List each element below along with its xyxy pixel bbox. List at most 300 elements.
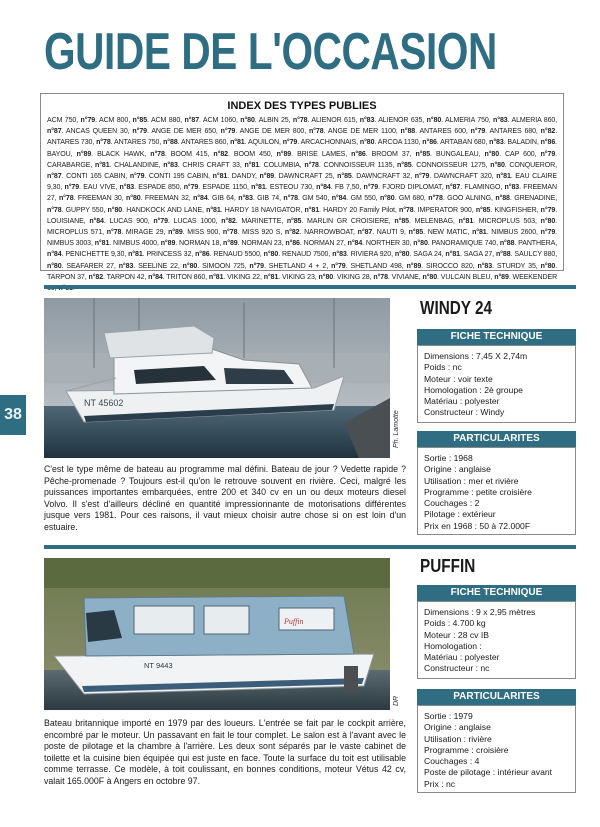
index-entry-name: COLUMBIA, — [263, 161, 305, 169]
index-entry-issue: n°85 — [408, 229, 424, 237]
index-entry-issue: n°79 — [540, 229, 556, 237]
index-entry-name: NAUTI 9, — [376, 229, 409, 237]
index-entry — [113, 240, 175, 247]
index-entry — [47, 151, 91, 158]
index-entry-issue: n°83 — [238, 195, 253, 203]
index-entry-issue: n°83 — [477, 262, 493, 270]
index-entry-name: VULCAIN BLEU, — [440, 273, 495, 281]
index-entry-name: LUCAS 900, — [109, 217, 154, 225]
index-entry-issue: n°79 — [220, 128, 236, 136]
windy-24-fiche-line: Matériau : polyester — [424, 396, 500, 407]
index-entry — [479, 218, 555, 225]
index-entry — [351, 195, 395, 202]
index-entry-name: MICROPLUS 571, — [47, 229, 107, 237]
index-list: ACM 750, n°79. ACM 800, n°85. ACM 880, n°87. ACM 1060, n°80. ALBIN 25, n°78. ALIENOR 615, n°83. ALIENOR 635, n°80. ALMERIA 750, n°83. ALMERIA 860, n°87. ANCAS QUEEN 30, n°79. ANGE DE MER 650, n°79. ANGE DE MER 800, n°78. ANGE DE MER 1100, n°88. ANTARES 600, n°79. ANTARES 680, n°82. ANTARES 730, n°78. ANTARES 750, n°88. ANTARES 860, n°81. AQUILON, n°79. ARCACHONNAIS, n°80. ARCOA 1130, n°86. ARTABAN 680, n°83. BALADIN, n°86. BAYOU, n°89. BLACK HAWK, n°78. BOOM 415, n°82. BOOM 450, n°89. BRISE LAMES, n°86. BROOM 37, n°85. BUNGALEAU, n°80. CAP 600, n°79. CARABARGE, n°81. CHALANDINE, n°83. CHRIS CRAFT 33, n°81. COLUMBIA, n°78. CONNOISSEUR 1135, n°85. CONNOISSEUR 1275, n°80. CONQUEROR, n°87. CONTI 165 CABIN, n°79. CONTI 195 CABIN, n°81. DANDY, n°89. DAWNCRAFT 25, n°85. DAWNCRAFT 32, n°79. DAWNCRAFT 320, n°81. EAU CLAIRE 9,30, n°79. EAU VIVE, n°83. ESPADE 850, n°79. ESPADE 1150, n°81. ESTEOU 730, n°84. FB 7,50, n°79. FJORD DIPLOMAT, n°87. FLAMINGO, n°83. FREEMAN 27, n°78. FREEMAN 30, n°80. FREEMAN 32, n°84. GIB 64, n°83. GIB 74, n°78. GM 540, n°84. GM 550, n°80. GM 680, n°78. GOO ALNING, n°88. GRENADINE, n°78. GUPPY 550, n°80. HANDKOCK AND LANE, n°81. HARDY 18 NAVIGATOR, n°81. HARDY 20 Family Pilot, n°78. IMPERATOR 900, n°85. KINGFISHER, n°79. LOUISIANE, n°84. LUCAS 900, n°79. LUCAS 1000, n°82. MARINETTE, n°85. MARLIN GR CROISIERE, n°85. MELENBAG, n°81. MICROPLUS 503, n°80. MICROPLUS 571, n°78. MIRAGE 29, n°89. MISS 900, n°78. MISS 920 S, n°82. NARROWBOAT, n°87. NAUTI 9, n°85. NEW MATIC, n°81. NIMBUS 2600, n°79. NIMBUS 3003, n°81. NIMBUS 4000, n°89. NORMAN 18, n°89. NORMAN 23, n°86. NORMAN 27, n°84. NORTHER 30, n°80. PANORAMIQUE 740, n°88. PANTHERA, n°84. PENICHETTE 9,30, n°81. PRINCESS 32, n°86. RENAUD 5500, n°80. RENAUD 7500, n°83. RIVIERA 920, n°80. SAGA 24, n°81. SAGA 27, n°88. SAULCY 880, n°80. SEAFARER 27, n°83. SEELINE 22, n°80. SIMOON 725, n°79. SHETLAND 4 + 2, n°79. SHETLAND 498, n°89. SIROCCO 820, n°83. STURDY 35, n°80. TARPON 37, n°82. TARPON 42, n°84. TRITON 860, n°81. VIKING 22, n°81. VIKING 23, n°80. VIKING 28, n°78. VIVIANE, n°80. VULCAIN BLEU, n°89. WEEKENDER — [47, 115, 557, 294]
index-entry — [494, 207, 555, 214]
index-entry-name: NORMAN 18, — [179, 240, 224, 248]
index-entry — [47, 218, 104, 225]
index-entry-name: BALADIN, — [507, 139, 541, 147]
index-entry-name: EAU CLAIRE 9,30, — [47, 173, 557, 192]
index-entry-name: CONNOISSEUR 1135, — [323, 161, 398, 169]
index-entry-name: FREEMAN 27, — [47, 184, 558, 203]
windy-24-fiche-line: Moteur : voir texte — [424, 373, 493, 384]
index-entry — [505, 151, 555, 158]
index-entry-name: IMPERATOR 900, — [417, 206, 476, 214]
index-entry-issue: n°80 — [540, 217, 556, 225]
index-entry-name: ANTARES 600, — [419, 128, 471, 136]
index-entry — [428, 229, 487, 236]
index-entry-name: GM 550, — [350, 195, 380, 203]
index-entry-name: ANCAS QUEEN 30, — [65, 128, 133, 136]
index-entry-issue: n°80 — [359, 139, 375, 147]
index-entry-name: PANORAMIQUE 740, — [431, 240, 500, 248]
index-entry-issue: n°89 — [160, 240, 176, 248]
index-entry — [145, 195, 208, 202]
index-entry-name: BROOM 37, — [371, 150, 416, 158]
index-entry-issue: n°82 — [221, 217, 236, 225]
index-entry-issue: n°80 — [413, 240, 428, 248]
index-entry-name: RENAUD 5500, — [213, 251, 264, 259]
index-entry-issue: n°88 — [163, 139, 178, 147]
index-entry — [126, 207, 220, 214]
index-entry-issue: n°88 — [499, 240, 515, 248]
index-entry-issue: n°81 — [445, 251, 460, 259]
puffin-part-line: Couchages : 4 — [424, 756, 480, 767]
index-entry-name: RENAUD 7500, — [282, 251, 333, 259]
index-entry — [304, 229, 372, 236]
windy-24-photo — [44, 298, 390, 458]
puffin-particularites-box — [417, 705, 576, 793]
index-entry — [301, 139, 375, 146]
index-entry-issue: n°80 — [394, 251, 410, 259]
index-entry-name: BAYOU, — [47, 150, 77, 158]
index-entry — [114, 139, 178, 146]
index-entry-name: CONNOISSEUR 1275, — [416, 161, 491, 169]
index-entry-issue: n°79 — [414, 173, 430, 181]
index-entry-issue: n°84 — [193, 195, 208, 203]
index-entry-issue: n°82 — [540, 128, 556, 136]
index-entry — [413, 251, 460, 258]
index-entry-issue: n°89 — [494, 273, 509, 281]
puffin-photo-credit: DR — [393, 695, 400, 706]
index-entry-issue: n°83 — [359, 117, 375, 124]
index-entry-issue: n°87 — [47, 173, 62, 181]
index-entry-name: VIVIANE, — [391, 273, 423, 281]
index-entry-issue: n°81 — [263, 273, 279, 281]
index-entry-issue: n°83 — [489, 139, 504, 147]
index-entry — [202, 184, 265, 191]
index-entry-issue: n°78 — [150, 150, 165, 158]
index-entry-issue: n°87 — [445, 184, 461, 192]
index-entry-name: ALMERIA 750, — [445, 117, 494, 124]
index-entry-name: SAGA 24, — [413, 251, 446, 259]
index-entry — [418, 207, 491, 214]
index-entry-issue: n°78 — [58, 195, 74, 203]
index-entry-name: NORTHER 30, — [365, 240, 414, 248]
index-entry-name: MISS 900, — [187, 229, 223, 237]
index-entry-issue: n°80 — [379, 195, 395, 203]
windy-24-description: C'est le type même de bateau au programme mal défini. Bateau de jour ? Vedette rapide ? Pêche-promenade ? Toujours est-il qu'on le retrouve souvent en rivière. Ceci, malgré les puissances importantes embarquées, entre 200 et 340 cv en un ou deux moteurs diesel Volvo. Il s'est d'ailleurs décliné en quantité impressionnante de motorisations différentes jusque vers 1981. Pour ces raisons, il vaut mieux choisir autre chose si on est loin d'un estuaire. — [44, 464, 406, 532]
index-entry-name: ALIENOR 615, — [311, 117, 360, 124]
index-entry — [377, 229, 423, 236]
index-entry-name: ANTARES 730, — [47, 139, 97, 147]
index-entry-name: ALMERIA 860, — [511, 117, 558, 124]
index-entry-issue: n°78 — [106, 229, 122, 237]
index-entry — [264, 162, 319, 169]
index-entry-issue: n°89 — [223, 240, 238, 248]
section-rule-1 — [44, 285, 576, 289]
windy-24-part-line: Sortie : 1968 — [424, 453, 473, 463]
index-entry — [436, 151, 499, 158]
index-entry-issue: n°81 — [472, 229, 487, 237]
index-entry-name: GRENADINE, — [514, 195, 558, 203]
index-entry-name: PANTHERA, — [518, 240, 558, 248]
puffin-title: PUFFIN — [420, 556, 476, 576]
index-entry — [415, 218, 474, 225]
index-entry — [282, 251, 347, 258]
index-entry — [181, 139, 245, 146]
index-entry — [47, 162, 110, 169]
index-entry-name: ESTEOU 730, — [269, 184, 317, 192]
index-entry — [434, 173, 511, 180]
puffin-fiche-line: Constructeur : nc — [424, 663, 490, 674]
windy-24-photo-credit: Ph. Lamotte — [393, 410, 400, 448]
index-entry-issue: n°89 — [76, 150, 92, 158]
index-entry-issue: n°80 — [47, 262, 62, 270]
index-entry-issue: n°84 — [316, 184, 331, 192]
index-entry-name: BOOM 450, — [233, 150, 277, 158]
index-entry — [426, 263, 492, 270]
index-entry — [97, 151, 165, 158]
index-entry-name: RIVIERA 920, — [350, 251, 395, 259]
index-entry-issue: n°87 — [357, 229, 373, 237]
index-entry-name: MIRAGE 29, — [125, 229, 169, 237]
puffin-photo — [44, 558, 390, 710]
index-entry-name: GIB 74, — [257, 195, 284, 203]
index-entry-issue: n°79 — [64, 184, 80, 192]
index-entry-issue: n°85 — [397, 161, 412, 169]
index-entry-issue: n°82 — [88, 273, 104, 281]
index-entry-name: HARDY 20 Family Pilot, — [323, 206, 399, 214]
index-entry — [307, 218, 409, 225]
index-entry — [138, 263, 197, 270]
puffin-fiche-line: Poids : 4.700 kg — [424, 618, 486, 629]
index-entry-issue: n°79 — [132, 128, 147, 136]
index-entry-issue: n°86 — [285, 240, 300, 248]
index-entry-issue: n°80 — [490, 161, 505, 169]
index-entry — [382, 184, 460, 191]
index-entry-issue: n°86 — [195, 251, 210, 259]
index-entry-issue: n°78 — [292, 117, 308, 124]
index-entry — [392, 274, 437, 281]
index-entry — [416, 162, 505, 169]
index-entry-issue: n°80 — [126, 195, 141, 203]
index-entry — [507, 139, 555, 146]
index-entry — [174, 218, 236, 225]
index-entry-issue: n°81 — [230, 139, 245, 147]
index-entry-name: BOOM 415, — [170, 150, 214, 158]
index-entry — [166, 274, 223, 281]
index-entry-name: SEAFARER 27, — [66, 262, 119, 270]
index-entry-name: SIMOON 725, — [202, 262, 250, 270]
index-box — [40, 93, 564, 281]
windy-24-part-line: Programme : petite croisière — [424, 486, 532, 497]
index-entry-name: GM 680, — [398, 195, 429, 203]
index-entry-name: LUCAS 1000, — [173, 217, 222, 225]
index-entry-name: ANTARES 750, — [113, 139, 164, 147]
index-entry — [441, 274, 509, 281]
windy-24-fiche-line: Homologation : 2è groupe — [424, 384, 523, 395]
index-entry-issue: n°79 — [129, 173, 145, 181]
index-entry-name: ANGE DE MER 1100, — [327, 128, 401, 136]
index-entry-issue: n°80 — [426, 117, 442, 124]
index-entry-name: TRITON 860, — [166, 273, 209, 281]
index-entry-name: MELENBAG, — [414, 217, 459, 225]
index-entry — [179, 240, 238, 247]
index-entry-issue: n°83 — [118, 262, 134, 270]
windy-24-particularites-header: PARTICULARITES — [417, 431, 576, 447]
index-entry-issue: n°89 — [406, 262, 422, 270]
index-entry-issue: n°80 — [484, 150, 500, 158]
puffin-part-line: Origine : anglaise — [424, 722, 491, 733]
index-entry-issue: n°88 — [495, 251, 511, 259]
index-entry-name: FB 7,50, — [334, 184, 364, 192]
index-entry — [302, 195, 346, 202]
index-entry-name: SHETLAND 4 + 2, — [268, 262, 332, 270]
index-entry — [491, 229, 555, 236]
index-entry — [356, 173, 429, 180]
index-entry — [114, 162, 178, 169]
index-entry-issue: n°78 — [399, 206, 414, 214]
index-entry-issue: n°78 — [304, 161, 319, 169]
index-entry-name: BLACK HAWK, — [97, 150, 151, 158]
index-entry — [151, 117, 199, 124]
index-entry — [225, 207, 319, 214]
index-entry — [65, 251, 142, 258]
index-entry-name: DANDY, — [231, 173, 260, 181]
index-entry-name: GIB 64, — [211, 195, 239, 203]
index-entry — [350, 263, 421, 270]
index-entry-name: SHETLAND 498, — [350, 262, 407, 270]
index-entry — [47, 240, 109, 247]
index-entry-issue: n°85 — [394, 217, 409, 225]
windy-24-part-line: Pilotage : extérieur — [424, 509, 496, 520]
index-entry — [311, 117, 374, 124]
index-entry — [279, 173, 352, 180]
index-entry-issue: n°80 — [240, 117, 255, 124]
index-entry — [47, 274, 103, 281]
index-entry — [270, 184, 331, 191]
index-entry — [464, 251, 511, 258]
index-entry — [187, 229, 237, 236]
index-entry — [110, 218, 168, 225]
windy-24-fiche-header: FICHE TECHNIQUE — [417, 329, 576, 345]
index-entry-issue: n°79 — [540, 206, 556, 214]
index-entry-name: NIMBUS 3003, — [47, 240, 95, 248]
index-entry — [151, 128, 235, 135]
windy-24-fiche-box — [417, 345, 576, 423]
index-entry-name: WEEKENDER — [512, 273, 558, 281]
index-entry — [378, 117, 441, 124]
index-entry-name: ALBIN 25, — [258, 117, 293, 124]
puffin-hull-number: NT 9443 — [144, 661, 173, 670]
index-entry-issue: n°85 — [337, 173, 352, 181]
index-entry — [323, 207, 413, 214]
index-entry — [66, 128, 147, 135]
index-entry-name: ANGE DE MER 800, — [239, 128, 309, 136]
puffin-description: Bateau britannique importé en 1979 par des loueurs. L'entrée se fait par le cockpit arrière, encombré par le moteur. Un passavant en fait le tour complet. Le salon est à l'avant avec le poste de pilotage et la chambre à l'arrière. Les deux sont séparés par le vaste cabinet de toilette et la cuisine bien équipée qui est juste en face. Toute la surface du toit est utilisable comme terrasse. Ce modèle, à toit coulissant, en bonnes conditions, moteur Vétus 42 cv, valait 165.000F à Angers en octobre 97. — [44, 718, 406, 786]
index-entry — [66, 173, 144, 180]
index-entry-issue: n°83 — [504, 184, 520, 192]
index-entry — [440, 139, 504, 146]
index-entry — [297, 151, 366, 158]
index-entry-issue: n°82 — [213, 150, 228, 158]
index-entry-name: CONQUEROR, — [509, 161, 557, 169]
index-entry — [419, 128, 485, 135]
index-entry-issue: n°79 — [470, 128, 486, 136]
index-entry — [66, 207, 122, 214]
index-entry — [464, 184, 519, 191]
index-entry — [241, 218, 301, 225]
puffin-part-line: Utilisation : rivière — [424, 733, 492, 744]
index-entry-issue: n°80 — [263, 251, 279, 259]
index-entry-issue: n°81 — [496, 173, 511, 181]
windy-24-particularites-box — [417, 447, 576, 535]
index-entry-name: ACM 800, — [98, 117, 133, 124]
index-entry-issue: n°88 — [495, 195, 510, 203]
index-entry-name: CHALANDINE, — [114, 161, 164, 169]
index-entry — [99, 117, 147, 124]
index-entry — [241, 240, 300, 247]
index-entry — [366, 240, 428, 247]
index-entry-name: SEELINE 22, — [138, 262, 183, 270]
index-entry-issue: n°89 — [168, 229, 183, 237]
index-entry-name: DAWNCRAFT 32, — [356, 173, 415, 181]
puffin-photo-image — [44, 558, 390, 710]
index-entry-name: ARCOA 1130, — [377, 139, 423, 147]
index-entry — [447, 195, 510, 202]
puffin-fiche-line: Moteur : 28 cv IB — [424, 629, 489, 640]
index-entry — [497, 263, 555, 270]
index-entry-name: ACM 880, — [150, 117, 185, 124]
index-entry-issue: n°85 — [415, 150, 431, 158]
index-entry — [242, 229, 299, 236]
index-entry-issue: n°80 — [107, 206, 123, 214]
index-entry — [227, 274, 278, 281]
index-entry-name: MARINETTE, — [241, 217, 287, 225]
index-entry-issue: n°80 — [318, 273, 334, 281]
index-entry-name: NIMBUS 2600, — [491, 229, 541, 237]
index-entry — [490, 128, 556, 135]
index-entry — [378, 139, 437, 146]
index-entry-issue: n°79 — [331, 262, 346, 270]
index-entry-issue: n°83 — [119, 184, 135, 192]
index-entry-issue: n°81 — [128, 251, 143, 259]
index-entry-name: LOUISIANE, — [47, 217, 90, 225]
index-entry-issue: n°81 — [251, 184, 266, 192]
index-entry-issue: n°84 — [47, 251, 62, 259]
index-entry-name: ANGE DE MER 650, — [151, 128, 221, 136]
index-entry-issue: n°89 — [259, 173, 275, 181]
index-entry — [83, 184, 134, 191]
index-entry-name: NEW MATIC, — [427, 229, 473, 237]
index-entry-name: AQUILON, — [247, 139, 283, 147]
index-entry — [171, 151, 228, 158]
index-entry-issue: n°87 — [184, 117, 200, 124]
index-entry-issue: n°83 — [163, 161, 178, 169]
puffin-fiche-box — [417, 601, 576, 679]
index-entry-name: ESPADE 850, — [138, 184, 184, 192]
index-entry-issue: n°78 — [47, 206, 62, 214]
index-entry-issue: n°80 — [422, 273, 438, 281]
windy-24-hull-number: NT 45602 — [84, 398, 124, 408]
index-entry — [269, 263, 346, 270]
index-entry-name: GM 540, — [302, 195, 332, 203]
index-entry — [240, 128, 324, 135]
index-entry-issue: n°83 — [332, 251, 347, 259]
index-entry-name: FREEMAN 30, — [77, 195, 127, 203]
index-entry-issue: n°79 — [363, 184, 379, 192]
index-entry-name: ARCACHONNAIS, — [300, 139, 360, 147]
index-entry-name: TARPON 37, — [47, 273, 89, 281]
index-entry-issue: n°81 — [212, 173, 228, 181]
index-entry-name: MISS 920 S, — [241, 229, 285, 237]
index-entry-issue: n°78 — [373, 273, 388, 281]
index-entry-name: SAGA 27, — [463, 251, 496, 259]
index-entry-name: STURDY 35, — [496, 262, 541, 270]
index-entry-name: BUNGALEAU, — [435, 150, 485, 158]
index-entry-name: CARABARGE, — [47, 161, 95, 169]
index-entry-issue: n°85 — [475, 206, 491, 214]
index-entry — [138, 184, 198, 191]
windy-24-title: WINDY 24 — [420, 298, 492, 318]
windy-24-part-line: Couchages : 2 — [424, 498, 480, 509]
index-entry-name: CONTI 195 CABIN, — [148, 173, 213, 181]
index-entry-issue: n°81 — [94, 240, 110, 248]
index-entry-issue: n°79 — [80, 117, 96, 124]
index-entry-name: GOO ALNING, — [447, 195, 496, 203]
index-entry-name: NORMAN 27, — [303, 240, 348, 248]
puffin-part-line: Poste de pilotage : intérieur avant — [424, 767, 553, 778]
puffin-part-line: Prix : nc — [424, 778, 456, 789]
windy-24-photo-image — [44, 298, 390, 458]
index-entry — [335, 184, 378, 191]
page-number-tab: 38 — [0, 395, 26, 435]
puffin-fiche-header: FICHE TECHNIQUE — [417, 585, 576, 601]
index-entry — [212, 195, 253, 202]
index-entry-issue: n°85 — [286, 217, 302, 225]
index-entry-name: KINGFISHER, — [494, 206, 541, 214]
windy-24-part-line: Origine : anglaise — [424, 464, 491, 475]
index-entry — [257, 195, 298, 202]
index-entry — [182, 162, 259, 169]
puffin-hull-script: Puffin — [284, 617, 304, 626]
index-entry — [149, 173, 227, 180]
index-entry-issue: n°81 — [244, 161, 260, 169]
index-entry-issue: n°83 — [493, 117, 508, 124]
index-entry-issue: n°78 — [222, 229, 238, 237]
index-entry — [372, 151, 430, 158]
index-entry-name: VIKING 28, — [336, 273, 374, 281]
index-entry-issue: n°79 — [540, 150, 556, 158]
index-entry — [259, 117, 308, 124]
index-entry-issue: n°78 — [428, 195, 443, 203]
index-entry-name: NIMBUS 4000, — [113, 240, 161, 248]
index-entry-name: VIKING 22, — [227, 273, 264, 281]
index-entry-name: ANTARES 860, — [180, 139, 231, 147]
index-entry — [232, 173, 274, 180]
index-entry-name: FJORD DIPLOMAT, — [382, 184, 446, 192]
